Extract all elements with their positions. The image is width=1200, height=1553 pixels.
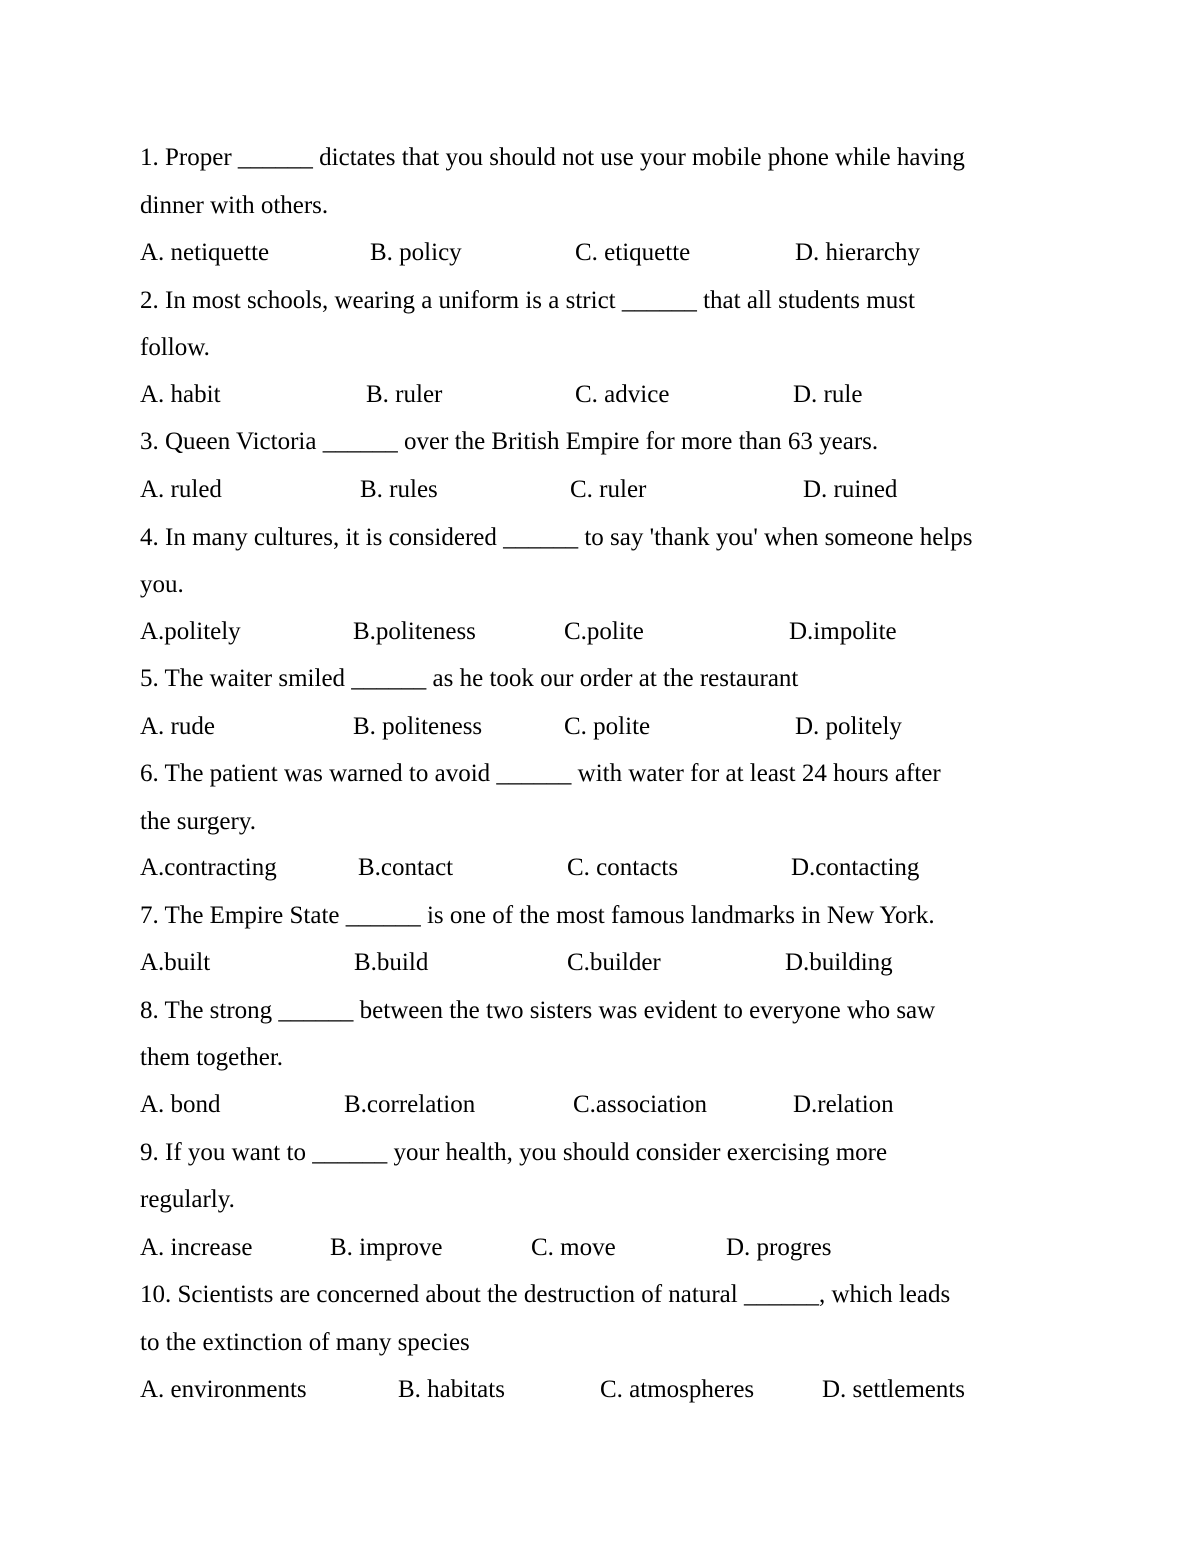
question-8-text-line-2: them together. — [140, 1044, 284, 1071]
question-7-option-a: A.built — [140, 949, 211, 976]
question-4-option-a: A.politely — [140, 618, 241, 645]
question-8-option-a: A. bond — [140, 1091, 221, 1118]
question-8-option-b: B.correlation — [344, 1091, 476, 1118]
question-4-text-line-2: you. — [140, 571, 184, 598]
question-6-text-line-1: 6. The patient was warned to avoid ______ with water for at least 24 hours after — [140, 760, 941, 787]
question-8-text-line-1: 8. The strong ______ between the two sisters was evident to everyone who saw — [140, 997, 936, 1024]
question-7-option-c: C.builder — [567, 949, 661, 976]
question-8-option-c: C.association — [573, 1091, 708, 1118]
question-1-option-c: C. etiquette — [575, 239, 691, 266]
question-9-option-c: C. move — [531, 1234, 616, 1261]
question-2-text-line-2: follow. — [140, 334, 210, 361]
question-8-option-d: D.relation — [793, 1091, 894, 1118]
question-2-option-d: D. rule — [793, 381, 863, 408]
question-6-option-c: C. contacts — [567, 854, 679, 881]
question-10-option-d: D. settlements — [822, 1376, 966, 1403]
question-2-option-b: B. ruler — [366, 381, 443, 408]
question-4-option-c: C.polite — [564, 618, 644, 645]
question-5-option-b: B. politeness — [353, 713, 483, 740]
question-1-option-d: D. hierarchy — [795, 239, 920, 266]
question-10-text-line-1: 10. Scientists are concerned about the destruction of natural ______, which leads — [140, 1281, 951, 1308]
question-1-text-line-1: 1. Proper ______ dictates that you should not use your mobile phone while having — [140, 144, 965, 171]
question-3-option-c: C. ruler — [570, 476, 647, 503]
question-7-option-d: D.building — [785, 949, 893, 976]
question-3-text-line-1: 3. Queen Victoria ______ over the British Empire for more than 63 years. — [140, 428, 879, 455]
question-10-option-b: B. habitats — [398, 1376, 505, 1403]
question-2-option-c: C. advice — [575, 381, 670, 408]
question-10-text-line-2: to the extinction of many species — [140, 1329, 470, 1356]
question-6-option-d: D.contacting — [791, 854, 920, 881]
question-6-option-a: A.contracting — [140, 854, 277, 881]
question-9-text-line-2: regularly. — [140, 1186, 235, 1213]
question-4-option-b: B.politeness — [353, 618, 476, 645]
question-10-option-a: A. environments — [140, 1376, 307, 1403]
question-1-option-b: B. policy — [370, 239, 462, 266]
question-9-option-b: B. improve — [330, 1234, 443, 1261]
question-3-option-d: D. ruined — [803, 476, 898, 503]
question-7-option-b: B.build — [354, 949, 429, 976]
question-9-option-a: A. increase — [140, 1234, 253, 1261]
question-4-text-line-1: 4. In many cultures, it is considered ______ to say 'thank you' when someone helps — [140, 524, 973, 551]
question-4-option-d: D.impolite — [789, 618, 897, 645]
question-10-option-c: C. atmospheres — [600, 1376, 755, 1403]
question-9-text-line-1: 9. If you want to ______ your health, you should consider exercising more — [140, 1139, 888, 1166]
question-5-option-a: A. rude — [140, 713, 215, 740]
question-3-option-b: B. rules — [360, 476, 438, 503]
question-9-option-d: D. progres — [726, 1234, 832, 1261]
question-5-option-c: C. polite — [564, 713, 651, 740]
question-2-option-a: A. habit — [140, 381, 221, 408]
question-2-text-line-1: 2. In most schools, wearing a uniform is a strict ______ that all students must — [140, 287, 915, 314]
question-6-option-b: B.contact — [358, 854, 454, 881]
question-3-option-a: A. ruled — [140, 476, 222, 503]
question-1-text-line-2: dinner with others. — [140, 192, 329, 219]
question-5-text-line-1: 5. The waiter smiled ______ as he took our order at the restaurant — [140, 665, 799, 692]
question-7-text-line-1: 7. The Empire State ______ is one of the most famous landmarks in New York. — [140, 902, 935, 929]
question-5-option-d: D. politely — [795, 713, 902, 740]
question-6-text-line-2: the surgery. — [140, 808, 256, 835]
question-1-option-a: A. netiquette — [140, 239, 270, 266]
